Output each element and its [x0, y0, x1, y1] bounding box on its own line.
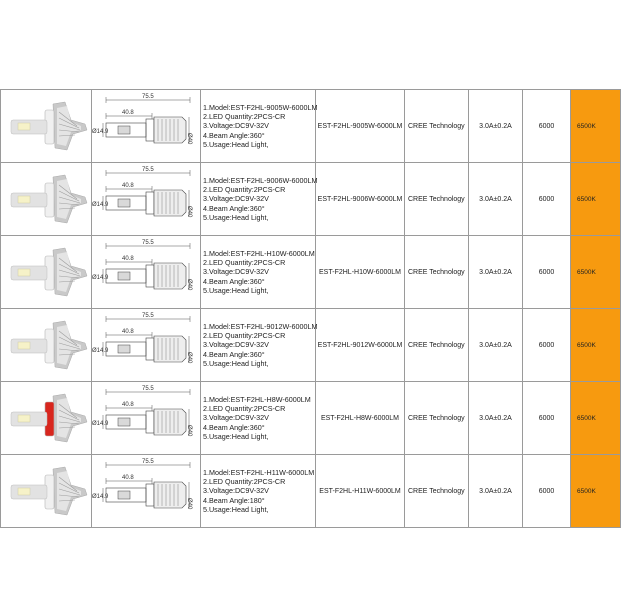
color-temp-cell: 6500K	[571, 236, 621, 309]
spec-line: 1.Model:EST-F2HL-9012W-6000LM	[203, 321, 318, 331]
lumen-cell: 6000	[523, 90, 571, 163]
current-cell: 3.0A±0.2A	[469, 90, 523, 163]
product-photo-cell	[1, 455, 92, 528]
technology-cell: CREE Technology	[405, 90, 469, 163]
dim-diameter-label: Ø14.9	[92, 275, 109, 281]
spec-line: 4.Beam Angle:360°	[203, 130, 265, 140]
spec-line: 1.Model:EST-F2HL-H10W-6000LM	[203, 248, 315, 258]
bulb-photo	[1, 382, 91, 454]
current-cell: 3.0A±0.2A	[469, 455, 523, 528]
spec-line: 2.LED Quantity:2PCS-CR	[203, 477, 286, 487]
spec-line: 4.Beam Angle:360°	[203, 422, 265, 432]
spec-cell	[201, 309, 316, 382]
dim-length-label: 75.5	[142, 313, 154, 319]
led-chip	[18, 342, 30, 349]
led-chip	[18, 415, 30, 422]
dimension-drawing-cell	[92, 163, 201, 236]
product-row	[1, 309, 621, 382]
spec-line: 3.Voltage:DC9V-32V	[203, 121, 269, 131]
heatsink	[53, 394, 87, 442]
dimension-drawing-cell	[92, 90, 201, 163]
product-photo-cell	[1, 236, 92, 309]
dimension-drawing	[92, 455, 200, 527]
dim-length-label: 75.5	[142, 386, 154, 392]
heatsink	[53, 248, 87, 296]
dim-head-label: Ø40	[186, 498, 192, 510]
heatsink	[53, 467, 87, 515]
color-temp-cell: 6500K	[571, 309, 621, 382]
product-photo-cell	[1, 90, 92, 163]
current-cell: 3.0A±0.2A	[469, 309, 523, 382]
dim-body-label: 40.8	[122, 256, 134, 262]
dim-body-label: 40.8	[122, 402, 134, 408]
spec-sheet	[0, 89, 596, 514]
technology-cell: CREE Technology	[405, 382, 469, 455]
bulb-photo	[1, 236, 91, 308]
spec-line: 5.Usage:Head Light,	[203, 139, 269, 149]
spec-line: 5.Usage:Head Light,	[203, 285, 269, 295]
spec-line: 3.Voltage:DC9V-32V	[203, 267, 269, 277]
product-row	[1, 455, 621, 528]
lumen-cell: 6000	[523, 455, 571, 528]
technology-cell: CREE Technology	[405, 163, 469, 236]
lumen-cell: 6000	[523, 163, 571, 236]
bulb-photo	[1, 455, 91, 527]
model-cell: EST-F2HL-H11W-6000LM	[316, 455, 405, 528]
spec-line: 4.Beam Angle:360°	[203, 349, 265, 359]
model-cell: EST-F2HL-9005W-6000LM	[316, 90, 405, 163]
product-row	[1, 163, 621, 236]
spec-cell	[201, 90, 316, 163]
lumen-cell: 6000	[523, 382, 571, 455]
spec-line: 2.LED Quantity:2PCS-CR	[203, 404, 286, 414]
dim-diameter-label: Ø14.9	[92, 129, 109, 135]
dim-length-label: 75.5	[142, 94, 154, 100]
spec-cell	[201, 455, 316, 528]
spec-line: 1.Model:EST-F2HL-9006W-6000LM	[203, 175, 318, 185]
dim-body-label: 40.8	[122, 183, 134, 189]
product-row	[1, 382, 621, 455]
product-photo-cell	[1, 163, 92, 236]
model-cell: EST-F2HL-9006W-6000LM	[316, 163, 405, 236]
spec-line: 5.Usage:Head Light,	[203, 431, 269, 441]
product-row	[1, 90, 621, 163]
bulb-photo	[1, 163, 91, 235]
led-chip	[18, 269, 30, 276]
technology-cell: CREE Technology	[405, 309, 469, 382]
dimension-drawing	[92, 90, 200, 162]
led-chip	[18, 196, 30, 203]
dim-diameter-label: Ø14.9	[92, 421, 109, 427]
led-chip	[18, 123, 30, 130]
color-temp-cell: 6500K	[571, 382, 621, 455]
spec-line: 3.Voltage:DC9V-32V	[203, 194, 269, 204]
spec-line: 3.Voltage:DC9V-32V	[203, 413, 269, 423]
dim-body-label: 40.8	[122, 475, 134, 481]
spec-cell	[201, 382, 316, 455]
model-cell: EST-F2HL-H8W-6000LM	[316, 382, 405, 455]
dimension-drawing	[92, 382, 200, 454]
model-cell: EST-F2HL-H10W-6000LM	[316, 236, 405, 309]
spec-line: 4.Beam Angle:360°	[203, 203, 265, 213]
dim-head-label: Ø40	[186, 425, 192, 437]
dim-head-label: Ø40	[186, 206, 192, 218]
current-cell: 3.0A±0.2A	[469, 382, 523, 455]
spec-cell	[201, 236, 316, 309]
dim-diameter-label: Ø14.9	[92, 202, 109, 208]
bulb-photo	[1, 90, 91, 162]
bulb-photo	[1, 309, 91, 381]
spec-line: 5.Usage:Head Light,	[203, 504, 269, 514]
dim-body-label: 40.8	[122, 329, 134, 335]
product-photo-cell	[1, 309, 92, 382]
spec-line: 1.Model:EST-F2HL-H11W-6000LM	[203, 467, 315, 477]
product-row	[1, 236, 621, 309]
color-temp-cell: 6500K	[571, 90, 621, 163]
dim-length-label: 75.5	[142, 167, 154, 173]
dimension-drawing-cell	[92, 236, 201, 309]
dimension-drawing-cell	[92, 455, 201, 528]
spec-line: 2.LED Quantity:2PCS-CR	[203, 185, 286, 195]
spec-line: 1.Model:EST-F2HL-9005W-6000LM	[203, 102, 318, 112]
product-photo-cell	[1, 382, 92, 455]
spec-line: 4.Beam Angle:360°	[203, 276, 265, 286]
spec-line: 2.LED Quantity:2PCS-CR	[203, 112, 286, 122]
lumen-cell: 6000	[523, 309, 571, 382]
current-cell: 3.0A±0.2A	[469, 236, 523, 309]
dim-diameter-label: Ø14.9	[92, 348, 109, 354]
dimension-drawing	[92, 309, 200, 381]
dim-body-label: 40.8	[122, 110, 134, 116]
spec-line: 2.LED Quantity:2PCS-CR	[203, 258, 286, 268]
heatsink	[53, 175, 87, 223]
spec-line: 1.Model:EST-F2HL-H8W-6000LM	[203, 394, 311, 404]
product-table	[0, 89, 621, 528]
current-cell: 3.0A±0.2A	[469, 163, 523, 236]
dimension-drawing	[92, 163, 200, 235]
dim-head-label: Ø40	[186, 279, 192, 291]
heatsink	[53, 321, 87, 369]
dim-diameter-label: Ø14.9	[92, 494, 109, 500]
color-temp-cell: 6500K	[571, 163, 621, 236]
dimension-drawing	[92, 236, 200, 308]
dim-length-label: 75.5	[142, 459, 154, 465]
dim-head-label: Ø40	[186, 133, 192, 145]
dim-length-label: 75.5	[142, 240, 154, 246]
spec-line: 3.Voltage:DC9V-32V	[203, 486, 269, 496]
heatsink	[53, 102, 87, 150]
dimension-drawing-cell	[92, 309, 201, 382]
spec-line: 3.Voltage:DC9V-32V	[203, 340, 269, 350]
lumen-cell: 6000	[523, 236, 571, 309]
model-cell: EST-F2HL-9012W-6000LM	[316, 309, 405, 382]
spec-line: 5.Usage:Head Light,	[203, 212, 269, 222]
spec-line: 5.Usage:Head Light,	[203, 358, 269, 368]
spec-cell	[201, 163, 316, 236]
led-chip	[18, 488, 30, 495]
dimension-drawing-cell	[92, 382, 201, 455]
spec-line: 2.LED Quantity:2PCS-CR	[203, 331, 286, 341]
spec-line: 4.Beam Angle:180°	[203, 495, 265, 505]
technology-cell: CREE Technology	[405, 236, 469, 309]
technology-cell: CREE Technology	[405, 455, 469, 528]
dim-head-label: Ø40	[186, 352, 192, 364]
color-temp-cell: 6500K	[571, 455, 621, 528]
